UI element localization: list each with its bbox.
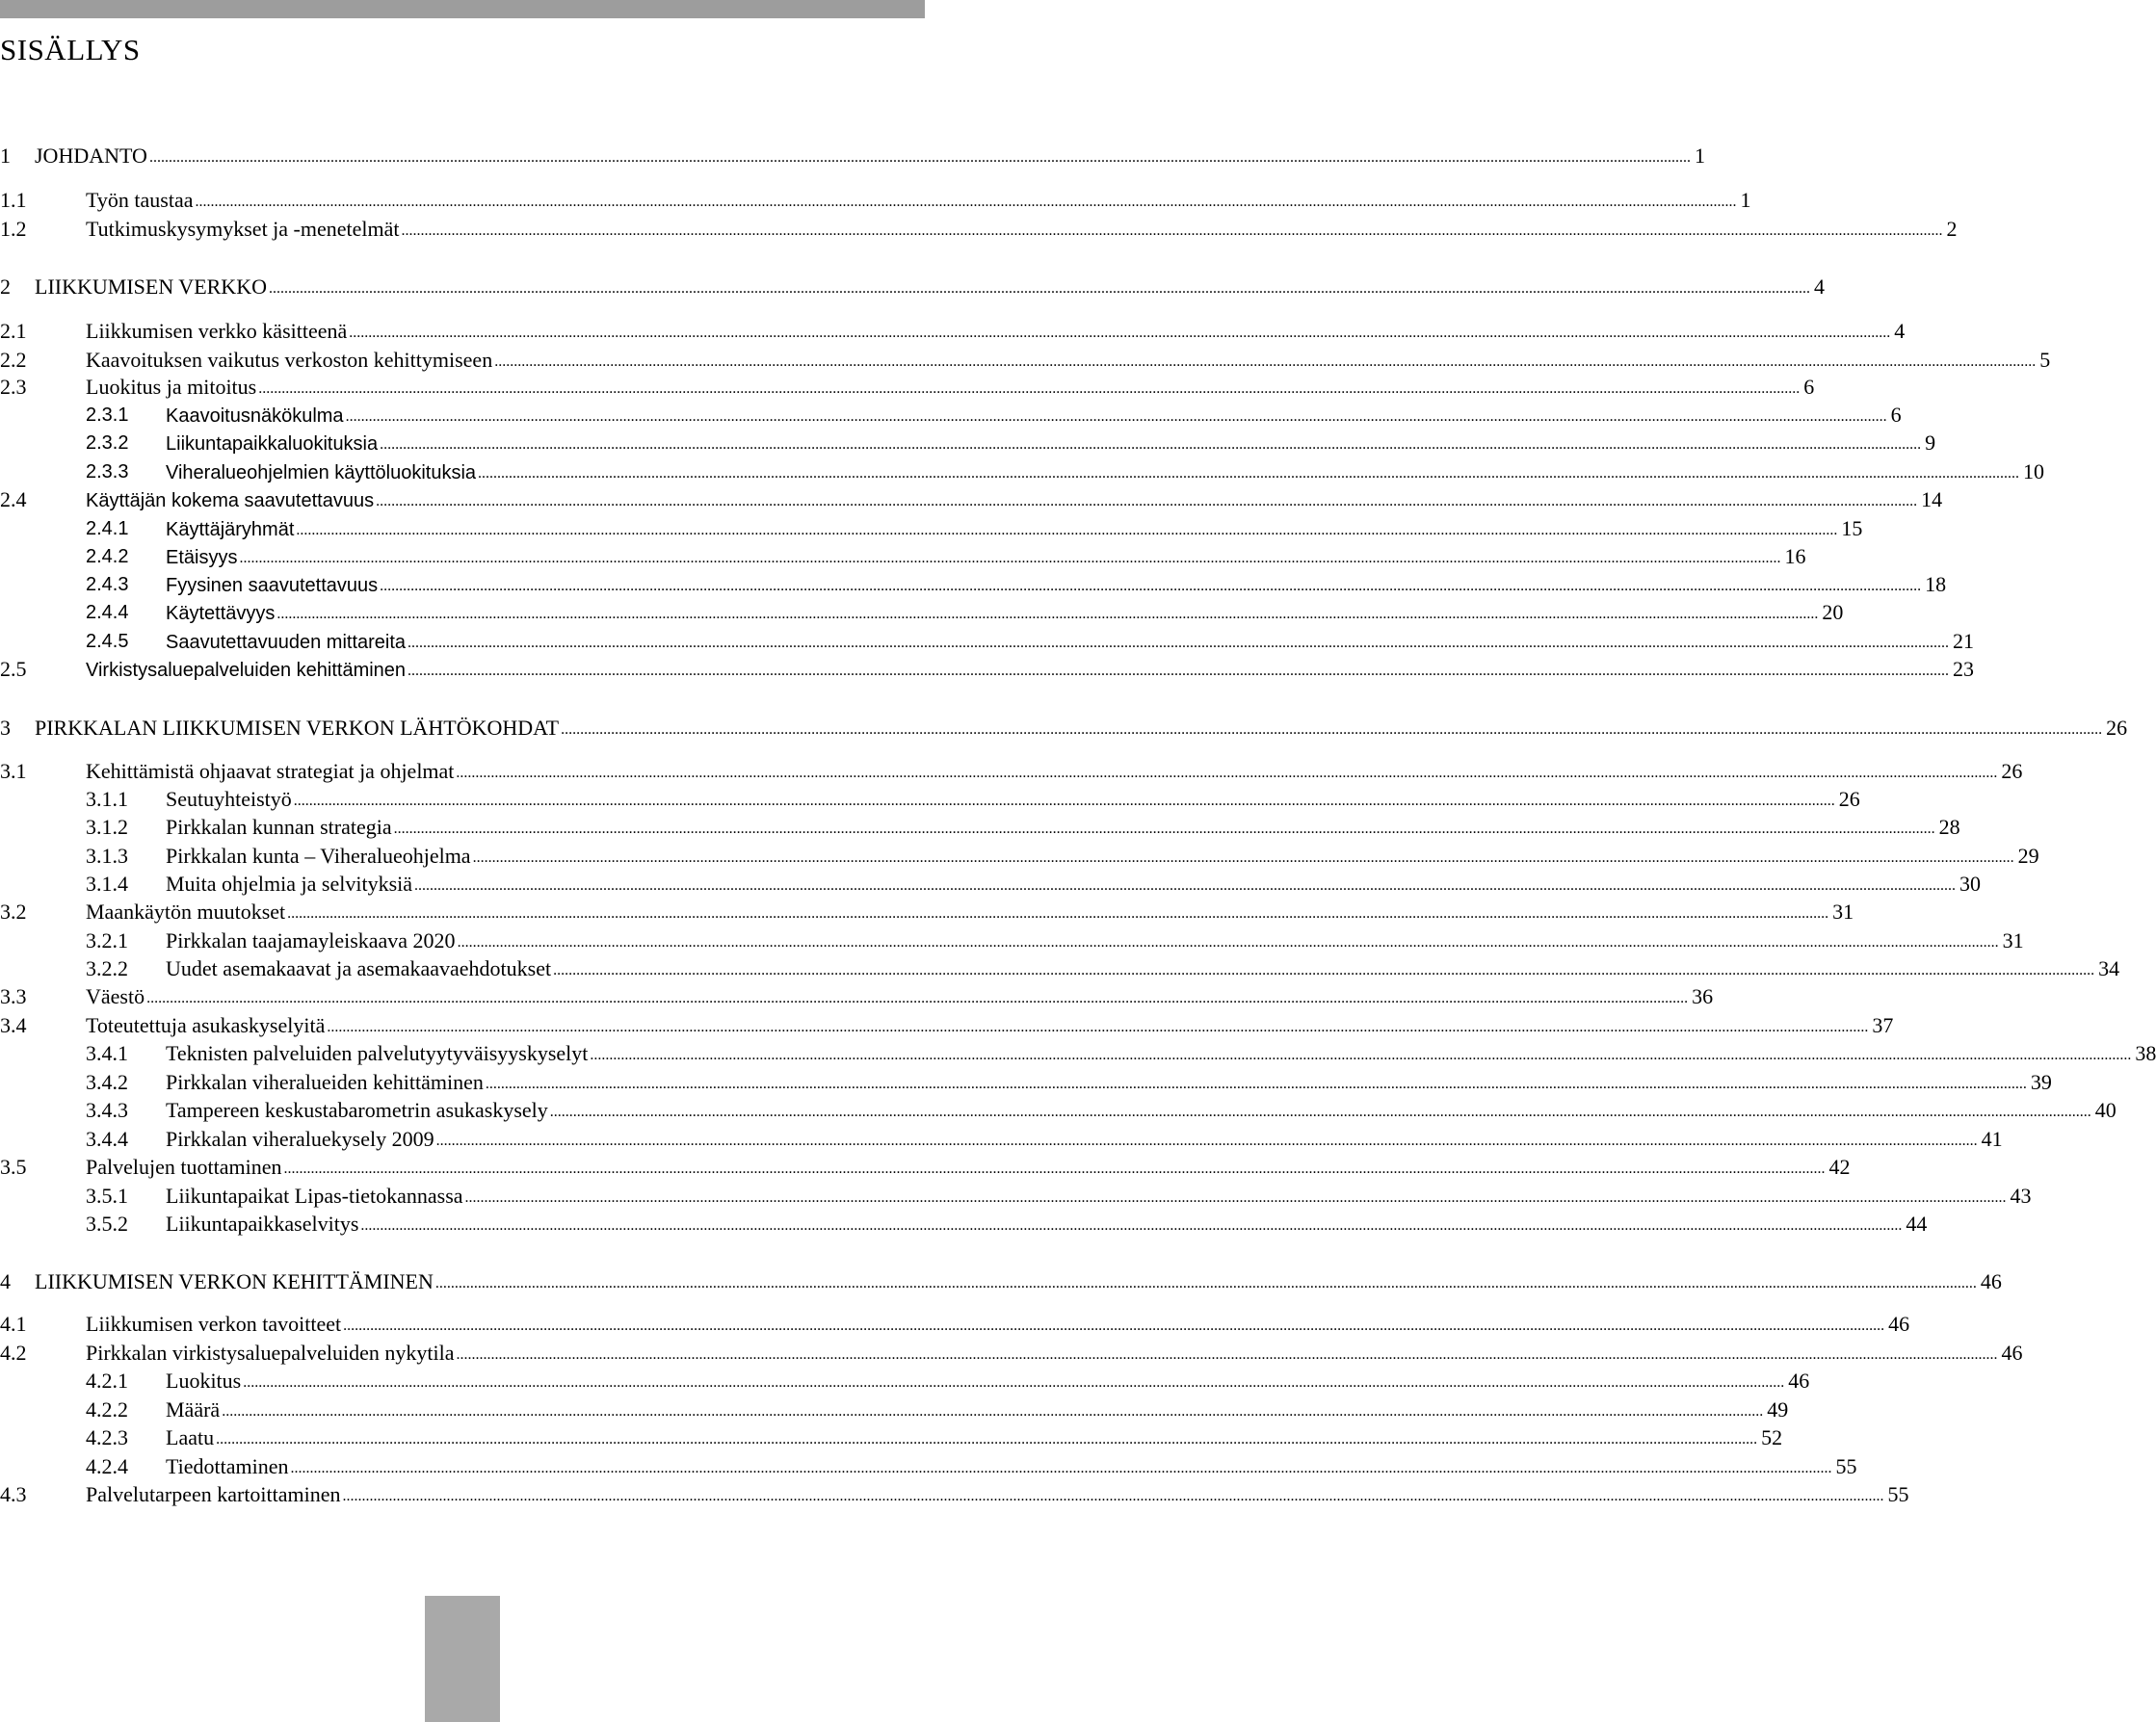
toc-entry[interactable] xyxy=(0,1182,2032,1211)
toc-entry-number: 3.5 xyxy=(0,1155,27,1179)
toc-entry-page-number: 38 xyxy=(2135,1041,2156,1065)
toc-entry-title: Maankäytön muutokset xyxy=(86,900,286,924)
dot-leader: ................................................................................................................................................................................................................................................................................................................................................................................................................ xyxy=(435,1133,1978,1149)
toc-entry-number: 4.2 xyxy=(0,1341,27,1365)
toc-entry-number: 2.4.4 xyxy=(86,602,129,623)
toc-entry-number: 2.3.3 xyxy=(86,461,129,483)
dot-leader: ................................................................................................................................................................................................................................................................................................................................................................................................................ xyxy=(293,793,1835,809)
dot-leader: ................................................................................................................................................................................................................................................................................................................................................................................................................ xyxy=(283,1161,1826,1177)
toc-entry-number: 3.4.2 xyxy=(86,1070,128,1094)
toc-entry-page-number: 29 xyxy=(2017,844,2039,868)
toc-entry[interactable] xyxy=(0,570,1947,599)
toc-entry-number: 2.4.5 xyxy=(86,631,129,652)
page-title: SISÄLLYS xyxy=(0,33,141,66)
toc-entry-page-number: 1 xyxy=(1740,188,1751,212)
dot-leader: ................................................................................................................................................................................................................................................................................................................................................................................................................ xyxy=(549,1104,2091,1120)
toc-entry-page-number: 20 xyxy=(1822,600,1844,624)
toc-entry-title: Teknisten palveluiden palvelutyytyväisyyskyselyt xyxy=(166,1041,589,1065)
toc-entry-number: 4.3 xyxy=(0,1482,27,1506)
toc-entry-title: Liikuntapaikkaluokituksia xyxy=(166,433,379,455)
dot-leader: ................................................................................................................................................................................................................................................................................................................................................................................................................ xyxy=(222,1403,1764,1420)
page-tab-marker xyxy=(425,1596,500,1722)
toc-entry[interactable] xyxy=(0,1423,1783,1452)
toc-entry-number: 3.1.4 xyxy=(86,872,128,896)
toc-entry-page-number: 14 xyxy=(1921,487,1943,511)
toc-entry[interactable] xyxy=(0,1396,1789,1424)
toc-entry[interactable] xyxy=(0,1068,2052,1097)
toc-entry[interactable] xyxy=(0,485,1943,514)
toc-entry-title: Liikkumisen verkko käsitteenä xyxy=(86,319,348,343)
toc-entry-number: 3.2 xyxy=(0,900,27,924)
toc-entry[interactable] xyxy=(0,982,1714,1011)
toc-entry[interactable] xyxy=(0,926,2024,955)
toc-entry-page-number: 37 xyxy=(1872,1013,1894,1037)
toc-entry[interactable] xyxy=(0,714,2128,743)
toc-entry-page-number: 4 xyxy=(1813,274,1825,299)
toc-entry-title: Toteutettuja asukaskyselyitä xyxy=(86,1013,326,1037)
toc-entry-title: Seutuyhteistyö xyxy=(166,787,292,811)
toc-entry-number: 2.4.2 xyxy=(86,546,129,567)
toc-entry-page-number: 10 xyxy=(2023,459,2045,483)
toc-entry[interactable] xyxy=(0,142,1705,170)
toc-entry-title: Virkistysaluepalveluiden kehittäminen xyxy=(86,660,407,681)
toc-entry-page-number: 43 xyxy=(2010,1184,2032,1208)
toc-entry[interactable] xyxy=(0,346,2051,375)
dot-leader: ................................................................................................................................................................................................................................................................................................................................................................................................................ xyxy=(243,1374,1785,1391)
toc-entry-title: Saavutettavuuden mittareita xyxy=(166,632,407,653)
toc-entry-number: 3.4.1 xyxy=(86,1041,128,1065)
toc-entry-number: 3.3 xyxy=(0,984,27,1008)
toc-entry-number: 2.4 xyxy=(0,487,27,511)
dot-leader: ................................................................................................................................................................................................................................................................................................................................................................................................................ xyxy=(464,1189,2007,1206)
toc-entry-page-number: 49 xyxy=(1767,1397,1789,1422)
dot-leader: ................................................................................................................................................................................................................................................................................................................................................................................................................ xyxy=(290,1460,1832,1476)
toc-entry[interactable] xyxy=(0,785,1860,814)
top-rule xyxy=(0,0,925,18)
toc-entry-number: 4 xyxy=(0,1269,11,1293)
dot-leader: ................................................................................................................................................................................................................................................................................................................................................................................................................ xyxy=(380,436,1922,453)
toc-entry-number: 3.4.3 xyxy=(86,1098,128,1122)
toc-entry[interactable] xyxy=(0,1125,2003,1154)
dot-leader: ................................................................................................................................................................................................................................................................................................................................................................................................................ xyxy=(296,522,1838,538)
toc-entry-number: 2.4.3 xyxy=(86,574,129,595)
toc-entry-number: 2.5 xyxy=(0,657,27,681)
dot-leader: ................................................................................................................................................................................................................................................................................................................................................................................................................ xyxy=(268,280,1810,297)
toc-entry[interactable] xyxy=(0,757,2023,786)
toc-entry-page-number: 52 xyxy=(1761,1425,1783,1449)
toc-entry-title: Väestö xyxy=(86,984,145,1008)
toc-entry-title: Etäisyys xyxy=(166,547,238,568)
toc-entry[interactable] xyxy=(0,870,1982,899)
toc-entry-page-number: 31 xyxy=(1832,900,1854,924)
toc-entry-page-number: 31 xyxy=(2002,928,2024,952)
toc-entry-number: 2.3.1 xyxy=(86,404,129,426)
toc-entry[interactable] xyxy=(0,1339,2023,1368)
toc-entry[interactable] xyxy=(0,1153,1851,1182)
toc-entry-title: Kaavoituksen vaikutus verkoston kehittymiseen xyxy=(86,348,493,372)
toc-entry[interactable] xyxy=(0,813,1960,842)
toc-entry[interactable] xyxy=(0,1210,1928,1239)
toc-entry-page-number: 5 xyxy=(2039,348,2051,372)
dot-leader: ................................................................................................................................................................................................................................................................................................................................................................................................................ xyxy=(216,1431,1758,1448)
dot-leader: ................................................................................................................................................................................................................................................................................................................................................................................................................ xyxy=(380,578,1922,594)
toc-entry-number: 3 xyxy=(0,716,11,740)
dot-leader: ................................................................................................................................................................................................................................................................................................................................................................................................................ xyxy=(561,721,2103,738)
dot-leader: ................................................................................................................................................................................................................................................................................................................................................................................................................ xyxy=(553,962,2095,978)
toc-entry-page-number: 46 xyxy=(1788,1369,1810,1393)
toc-entry[interactable] xyxy=(0,373,1815,402)
toc-entry-title: Uudet asemakaavat ja asemakaavaehdotukset xyxy=(166,956,552,980)
toc-entry-title: Kaavoitusnäkökulma xyxy=(166,405,344,427)
toc-entry[interactable] xyxy=(0,273,1825,301)
dot-leader: ................................................................................................................................................................................................................................................................................................................................................................................................................ xyxy=(343,1318,1885,1334)
toc-entry-title: LIIKKUMISEN VERKON KEHITTÄMINEN xyxy=(35,1269,434,1293)
toc-entry-title: Pirkkalan taajamayleiskaava 2020 xyxy=(166,928,456,952)
toc-entry-page-number: 30 xyxy=(1959,872,1982,896)
toc-entry-number: 3.1.3 xyxy=(86,844,128,868)
toc-entry-page-number: 6 xyxy=(1803,375,1815,399)
toc-entry-number: 4.2.3 xyxy=(86,1425,128,1449)
toc-entry-title: Pirkkalan kunta – Viheralueohjelma xyxy=(166,844,471,868)
toc-entry[interactable] xyxy=(0,1367,1810,1396)
dot-leader: ................................................................................................................................................................................................................................................................................................................................................................................................................ xyxy=(456,1346,1998,1363)
dot-leader: ................................................................................................................................................................................................................................................................................................................................................................................................................ xyxy=(258,380,1801,397)
toc-entry-page-number: 9 xyxy=(1925,430,1936,455)
toc-entry-page-number: 40 xyxy=(2094,1098,2117,1122)
toc-entry[interactable] xyxy=(0,598,1844,627)
toc-entry-number: 2.3.2 xyxy=(86,432,129,454)
dot-leader: ................................................................................................................................................................................................................................................................................................................................................................................................................ xyxy=(376,493,1918,509)
dot-leader: ................................................................................................................................................................................................................................................................................................................................................................................................................ xyxy=(146,990,1689,1006)
toc-entry[interactable] xyxy=(0,317,1906,346)
toc-entry-number: 2.2 xyxy=(0,348,27,372)
toc-entry-title: Liikuntapaikat Lipas-tietokannassa xyxy=(166,1184,463,1208)
toc-entry-page-number: 2 xyxy=(1946,217,1958,241)
toc-entry-number: 2.4.1 xyxy=(86,518,129,539)
toc-entry-page-number: 16 xyxy=(1784,544,1806,568)
toc-entry-page-number: 55 xyxy=(1887,1482,1909,1506)
toc-entry[interactable] xyxy=(0,1267,2002,1296)
toc-entry-page-number: 1 xyxy=(1694,144,1705,168)
toc-entry-page-number: 44 xyxy=(1906,1212,1928,1236)
toc-entry-title: Työn taustaa xyxy=(86,188,194,212)
toc-entry-page-number: 36 xyxy=(1692,984,1714,1008)
toc-entry-number: 2 xyxy=(0,274,11,299)
dot-leader: ................................................................................................................................................................................................................................................................................................................................................................................................................ xyxy=(360,1217,1903,1234)
toc-entry[interactable] xyxy=(0,1310,1910,1339)
toc-entry-title: Fyysinen saavutettavuus xyxy=(166,575,379,596)
dot-leader: ................................................................................................................................................................................................................................................................................................................................................................................................................ xyxy=(408,635,1950,651)
toc-entry-page-number: 55 xyxy=(1835,1454,1857,1478)
toc-entry[interactable] xyxy=(0,898,1854,926)
toc-entry-title: Luokitus ja mitoitus xyxy=(86,375,257,399)
toc-entry-number: 3.2.2 xyxy=(86,956,128,980)
dot-leader: ................................................................................................................................................................................................................................................................................................................................................................................................................ xyxy=(345,408,1887,425)
toc-entry-number: 3.1.2 xyxy=(86,815,128,839)
dot-leader: ................................................................................................................................................................................................................................................................................................................................................................................................................ xyxy=(485,1076,2027,1092)
toc-entry-title: Kehittämistä ohjaavat strategiat ja ohjelmat xyxy=(86,759,455,783)
toc-entry[interactable] xyxy=(0,627,1975,656)
toc-entry-page-number: 39 xyxy=(2030,1070,2052,1094)
dot-leader: ................................................................................................................................................................................................................................................................................................................................................................................................................ xyxy=(478,465,2020,482)
toc-entry[interactable] xyxy=(0,842,2039,871)
toc-entry-page-number: 18 xyxy=(1925,572,1947,596)
toc-entry-page-number: 34 xyxy=(2098,956,2120,980)
toc-entry-number: 4.2.2 xyxy=(86,1397,128,1422)
toc-entry-title: Pirkkalan viheralueiden kehittäminen xyxy=(166,1070,484,1094)
dot-leader: ................................................................................................................................................................................................................................................................................................................................................................................................................ xyxy=(590,1047,2132,1063)
toc-entry-page-number: 4 xyxy=(1894,319,1906,343)
dot-leader: ................................................................................................................................................................................................................................................................................................................................................................................................................ xyxy=(472,849,2014,866)
toc-entry[interactable] xyxy=(0,655,1975,684)
toc-entry-number: 2.3 xyxy=(0,375,27,399)
toc-entry[interactable] xyxy=(0,1039,2156,1068)
toc-entry-page-number: 42 xyxy=(1828,1155,1851,1179)
dot-leader: ................................................................................................................................................................................................................................................................................................................................................................................................................ xyxy=(393,821,1935,837)
toc-entry-page-number: 46 xyxy=(2001,1341,2023,1365)
toc-entry[interactable] xyxy=(0,954,2120,983)
toc-entry[interactable] xyxy=(0,215,1958,244)
toc-entry[interactable] xyxy=(0,514,1863,543)
toc-entry-page-number: 28 xyxy=(1938,815,1960,839)
toc-entry-number: 1.2 xyxy=(0,217,27,241)
toc-entry-title: Pirkkalan virkistysaluepalveluiden nykytila xyxy=(86,1341,455,1365)
dot-leader: ................................................................................................................................................................................................................................................................................................................................................................................................................ xyxy=(457,934,1999,951)
dot-leader: ................................................................................................................................................................................................................................................................................................................................................................................................................ xyxy=(456,765,1998,781)
toc-entry[interactable] xyxy=(0,186,1751,215)
toc-entry-page-number: 26 xyxy=(1838,787,1860,811)
toc-entry-page-number: 41 xyxy=(1981,1127,2003,1151)
toc-entry-title: Palvelutarpeen kartoittaminen xyxy=(86,1482,341,1506)
toc-entry-page-number: 15 xyxy=(1841,516,1863,540)
toc-entry[interactable] xyxy=(0,1480,1909,1509)
toc-entry-page-number: 26 xyxy=(2001,759,2023,783)
toc-entry-title: Muita ohjelmia ja selvityksiä xyxy=(166,872,413,896)
dot-leader: ................................................................................................................................................................................................................................................................................................................................................................................................................ xyxy=(148,149,1691,166)
dot-leader: ................................................................................................................................................................................................................................................................................................................................................................................................................ xyxy=(414,877,1957,894)
toc-entry[interactable] xyxy=(0,1096,2117,1125)
toc-entry-page-number: 23 xyxy=(1953,657,1975,681)
toc-entry-title: Palvelujen tuottaminen xyxy=(86,1155,282,1179)
dot-leader: ................................................................................................................................................................................................................................................................................................................................................................................................................ xyxy=(327,1019,1869,1035)
toc-entry-title: Tampereen keskustabarometrin asukaskysely xyxy=(166,1098,548,1122)
toc-entry-number: 4.2.4 xyxy=(86,1454,128,1478)
toc-entry-number: 3.4.4 xyxy=(86,1127,128,1151)
toc-entry-title: JOHDANTO xyxy=(35,144,147,168)
toc-entry-title: Käytettävyys xyxy=(166,603,276,624)
toc-entry-page-number: 46 xyxy=(1980,1269,2002,1293)
dot-leader: ................................................................................................................................................................................................................................................................................................................................................................................................................ xyxy=(408,663,1950,679)
toc-entry-number: 3.1.1 xyxy=(86,787,128,811)
toc-entry-title: Määrä xyxy=(166,1397,221,1422)
dot-leader: ................................................................................................................................................................................................................................................................................................................................................................................................................ xyxy=(401,222,1943,239)
toc-entry-title: Viheralueohjelmien käyttöluokituksia xyxy=(166,462,477,483)
toc-entry-title: Luokitus xyxy=(166,1369,242,1393)
dot-leader: ................................................................................................................................................................................................................................................................................................................................................................................................................ xyxy=(287,905,1829,922)
toc-entry-page-number: 21 xyxy=(1953,629,1975,653)
toc-entry[interactable] xyxy=(0,401,1902,430)
toc-entry-title: PIRKKALAN LIIKKUMISEN VERKON LÄHTÖKOHDAT xyxy=(35,716,560,740)
toc-entry[interactable] xyxy=(0,542,1806,571)
dot-leader: ................................................................................................................................................................................................................................................................................................................................................................................................................ xyxy=(349,325,1891,341)
toc-entry[interactable] xyxy=(0,457,2045,486)
toc-entry-number: 2.1 xyxy=(0,319,27,343)
toc-entry[interactable] xyxy=(0,1011,1894,1040)
toc-entry-title: Käyttäjän kokema saavutettavuus xyxy=(86,490,375,511)
dot-leader: ................................................................................................................................................................................................................................................................................................................................................................................................................ xyxy=(239,550,1781,566)
dot-leader: ................................................................................................................................................................................................................................................................................................................................................................................................................ xyxy=(195,194,1737,210)
toc-entry-title: Pirkkalan viheraluekysely 2009 xyxy=(166,1127,434,1151)
toc-entry-title: Tutkimuskysymykset ja -menetelmät xyxy=(86,217,400,241)
toc-entry-number: 3.4 xyxy=(0,1013,27,1037)
toc-entry-number: 3.5.1 xyxy=(86,1184,128,1208)
toc-entry-title: Tiedottaminen xyxy=(166,1454,289,1478)
toc-entry[interactable] xyxy=(0,1452,1857,1481)
dot-leader: ................................................................................................................................................................................................................................................................................................................................................................................................................ xyxy=(342,1488,1884,1504)
toc-entry-page-number: 46 xyxy=(1888,1312,1910,1336)
toc-entry-title: Pirkkalan kunnan strategia xyxy=(166,815,392,839)
dot-leader: ................................................................................................................................................................................................................................................................................................................................................................................................................ xyxy=(434,1275,1977,1292)
toc-entry-title: LIIKKUMISEN VERKKO xyxy=(35,274,267,299)
toc-entry-title: Käyttäjäryhmät xyxy=(166,519,295,540)
toc-entry-page-number: 26 xyxy=(2106,716,2128,740)
toc-entry-number: 4.2.1 xyxy=(86,1369,128,1393)
dot-leader: ................................................................................................................................................................................................................................................................................................................................................................................................................ xyxy=(494,353,2037,370)
toc-entry-number: 1 xyxy=(0,144,11,168)
dot-leader: ................................................................................................................................................................................................................................................................................................................................................................................................................ xyxy=(276,606,1819,622)
toc-entry-title: Laatu xyxy=(166,1425,215,1449)
toc-entry-title: Liikkumisen verkon tavoitteet xyxy=(86,1312,342,1336)
toc-entry-number: 3.2.1 xyxy=(86,928,128,952)
toc-entry-page-number: 6 xyxy=(1890,403,1902,427)
toc-entry-number: 4.1 xyxy=(0,1312,27,1336)
toc-entry-number: 3.1 xyxy=(0,759,27,783)
toc-entry-number: 3.5.2 xyxy=(86,1212,128,1236)
toc-entry-number: 1.1 xyxy=(0,188,27,212)
toc-entry[interactable] xyxy=(0,429,1936,457)
toc-entry-title: Liikuntapaikkaselvitys xyxy=(166,1212,359,1236)
